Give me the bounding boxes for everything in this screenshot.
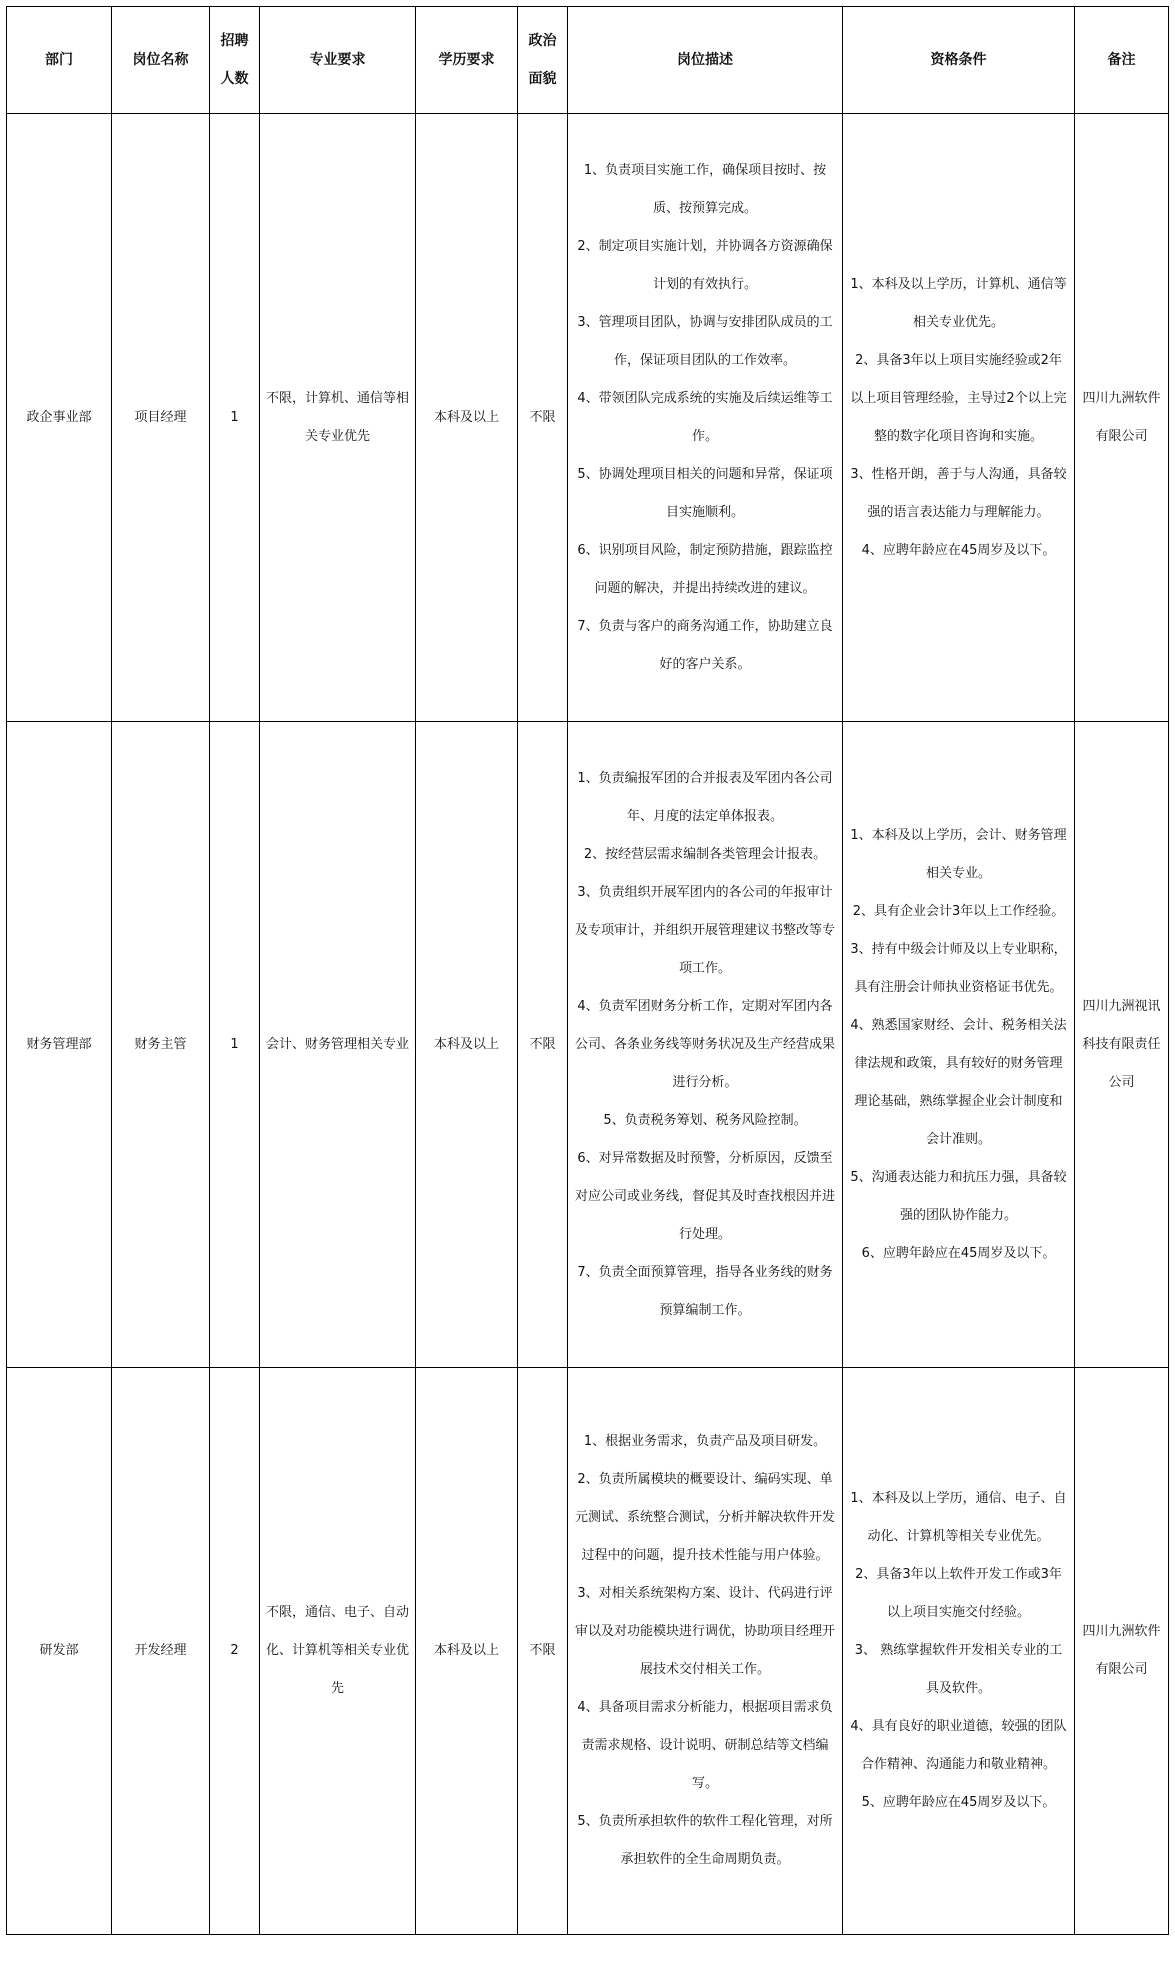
cell-education: 本科及以上 bbox=[416, 114, 518, 722]
cell-department: 财务管理部 bbox=[7, 722, 112, 1368]
description-item: 5、负责所承担软件的软件工程化管理，对所承担软件的全生命周期负责。 bbox=[577, 1814, 833, 1867]
qualification-item: 4、应聘年龄应在45周岁及以下。 bbox=[861, 542, 1056, 558]
qualification-item: 3、持有中级会计师及以上专业职称，具有注册会计师执业资格证书优先。 bbox=[850, 941, 1067, 995]
cell-qualifications bbox=[843, 114, 1075, 722]
description-item: 4、负责军团财务分析工作，定期对军团内各公司、各条业务线等财务状况及生产经营成果进行分析。 bbox=[574, 998, 835, 1090]
header-political: 政治面貌 bbox=[518, 7, 568, 114]
table-row bbox=[7, 722, 1169, 1368]
cell-qualifications bbox=[843, 722, 1075, 1368]
header-position: 岗位名称 bbox=[112, 7, 210, 114]
qualification-item: 2、具有企业会计3年以上工作经验。 bbox=[852, 903, 1065, 919]
table-row bbox=[7, 114, 1169, 722]
header-department: 部门 bbox=[7, 7, 112, 114]
description-item: 2、制定项目实施计划，并协调各方资源确保计划的有效执行。 bbox=[577, 238, 833, 292]
qualification-item: 1、本科及以上学历，会计、财务管理相关专业。 bbox=[850, 827, 1067, 881]
qualification-item: 5、应聘年龄应在45周岁及以下。 bbox=[861, 1795, 1056, 1810]
cell-remarks: 四川九洲视讯科技有限责任公司 bbox=[1075, 722, 1169, 1368]
description-item: 5、协调处理项目相关的问题和异常，保证项目实施顺利。 bbox=[577, 466, 833, 520]
description-item: 4、带领团队完成系统的实施及后续运维等工作。 bbox=[577, 390, 833, 444]
cell-headcount: 1 bbox=[210, 114, 260, 722]
description-item: 6、识别项目风险，制定预防措施，跟踪监控问题的解决，并提出持续改进的建议。 bbox=[577, 542, 833, 596]
cell-headcount: 1 bbox=[210, 722, 260, 1368]
description-item: 3、管理项目团队，协调与安排团队成员的工作，保证项目团队的工作效率。 bbox=[577, 314, 833, 368]
cell-description bbox=[568, 722, 843, 1368]
cell-remarks: 四川九洲软件有限公司 bbox=[1075, 1368, 1169, 1935]
description-item: 4、具备项目需求分析能力，根据项目需求负责需求规格、设计说明、研制总结等文档编写。 bbox=[577, 1700, 833, 1791]
description-item: 1、根据业务需求，负责产品及项目研发。 bbox=[583, 1434, 827, 1449]
qualification-item: 5、沟通表达能力和抗压力强，具备较强的团队协作能力。 bbox=[850, 1169, 1067, 1223]
cell-position: 开发经理 bbox=[112, 1368, 210, 1935]
cell-major: 不限，计算机、通信等相关专业优先 bbox=[260, 114, 416, 722]
description-item: 3、负责组织开展军团内的各公司的年报审计及专项审计，并组织开展管理建议书整改等专项工作。 bbox=[574, 884, 835, 976]
description-item: 2、按经营层需求编制各类管理会计报表。 bbox=[583, 846, 827, 862]
cell-description bbox=[568, 1368, 843, 1935]
table-header-row bbox=[7, 7, 1169, 114]
cell-political: 不限 bbox=[518, 722, 568, 1368]
description-item: 3、对相关系统架构方案、设计、代码进行评审以及对功能模块进行调优，协助项目经理开展技术交付相关工作。 bbox=[574, 1586, 835, 1677]
cell-education: 本科及以上 bbox=[416, 722, 518, 1368]
qualification-item: 2、具备3年以上软件开发工作或3年以上项目实施交付经验。 bbox=[855, 1567, 1062, 1620]
qualification-item: 4、熟悉国家财经、会计、税务相关法律法规和政策，具有较好的财务管理理论基础，熟练掌握企业会计制度和会计准则。 bbox=[850, 1017, 1067, 1147]
cell-qualifications bbox=[843, 1368, 1075, 1935]
cell-education: 本科及以上 bbox=[416, 1368, 518, 1935]
header-description: 岗位描述 bbox=[568, 7, 843, 114]
description-item: 2、负责所属模块的概要设计、编码实现、单元测试、系统整合测试，分析并解决软件开发过程中的问题，提升技术性能与用户体验。 bbox=[574, 1472, 835, 1563]
description-item: 6、对异常数据及时预警，分析原因，反馈至对应公司或业务线，督促其及时查找根因并进行处理。 bbox=[574, 1150, 835, 1242]
cell-department: 研发部 bbox=[7, 1368, 112, 1935]
description-item: 1、负责编报军团的合并报表及军团内各公司年、月度的法定单体报表。 bbox=[577, 770, 833, 824]
table-row bbox=[7, 1368, 1169, 1935]
cell-political: 不限 bbox=[518, 114, 568, 722]
qualification-item: 2、具备3年以上项目实施经验或2年以上项目管理经验，主导过2个以上完整的数字化项目咨询和实施。 bbox=[850, 352, 1067, 444]
cell-department: 政企事业部 bbox=[7, 114, 112, 722]
recruitment-table bbox=[6, 6, 1169, 1935]
cell-headcount: 2 bbox=[210, 1368, 260, 1935]
cell-political: 不限 bbox=[518, 1368, 568, 1935]
cell-position: 项目经理 bbox=[112, 114, 210, 722]
cell-remarks: 四川九洲软件有限公司 bbox=[1075, 114, 1169, 722]
qualification-item: 1、本科及以上学历，通信、电子、自动化、计算机等相关专业优先。 bbox=[850, 1491, 1067, 1544]
header-education: 学历要求 bbox=[416, 7, 518, 114]
qualification-item: 3、性格开朗，善于与人沟通，具备较强的语言表达能力与理解能力。 bbox=[850, 466, 1067, 520]
cell-position: 财务主管 bbox=[112, 722, 210, 1368]
header-qualifications: 资格条件 bbox=[843, 7, 1075, 114]
qualification-item: 1、本科及以上学历，计算机、通信等相关专业优先。 bbox=[850, 276, 1067, 330]
header-remarks: 备注 bbox=[1075, 7, 1169, 114]
header-major: 专业要求 bbox=[260, 7, 416, 114]
cell-major: 会计、财务管理相关专业 bbox=[260, 722, 416, 1368]
description-item: 7、负责与客户的商务沟通工作，协助建立良好的客户关系。 bbox=[577, 618, 833, 672]
qualification-item: 4、具有良好的职业道德，较强的团队合作精神、沟通能力和敬业精神。 bbox=[850, 1719, 1067, 1772]
header-headcount: 招聘人数 bbox=[210, 7, 260, 114]
qualification-item: 3、 熟练掌握软件开发相关专业的工具及软件。 bbox=[854, 1643, 1063, 1696]
cell-major: 不限，通信、电子、自动化、计算机等相关专业优先 bbox=[260, 1368, 416, 1935]
cell-description bbox=[568, 114, 843, 722]
description-item: 7、负责全面预算管理，指导各业务线的财务预算编制工作。 bbox=[577, 1264, 833, 1318]
description-item: 5、负责税务筹划、税务风险控制。 bbox=[603, 1112, 807, 1128]
qualification-item: 6、应聘年龄应在45周岁及以下。 bbox=[861, 1245, 1056, 1261]
description-item: 1、负责项目实施工作，确保项目按时、按质、按预算完成。 bbox=[583, 162, 827, 216]
